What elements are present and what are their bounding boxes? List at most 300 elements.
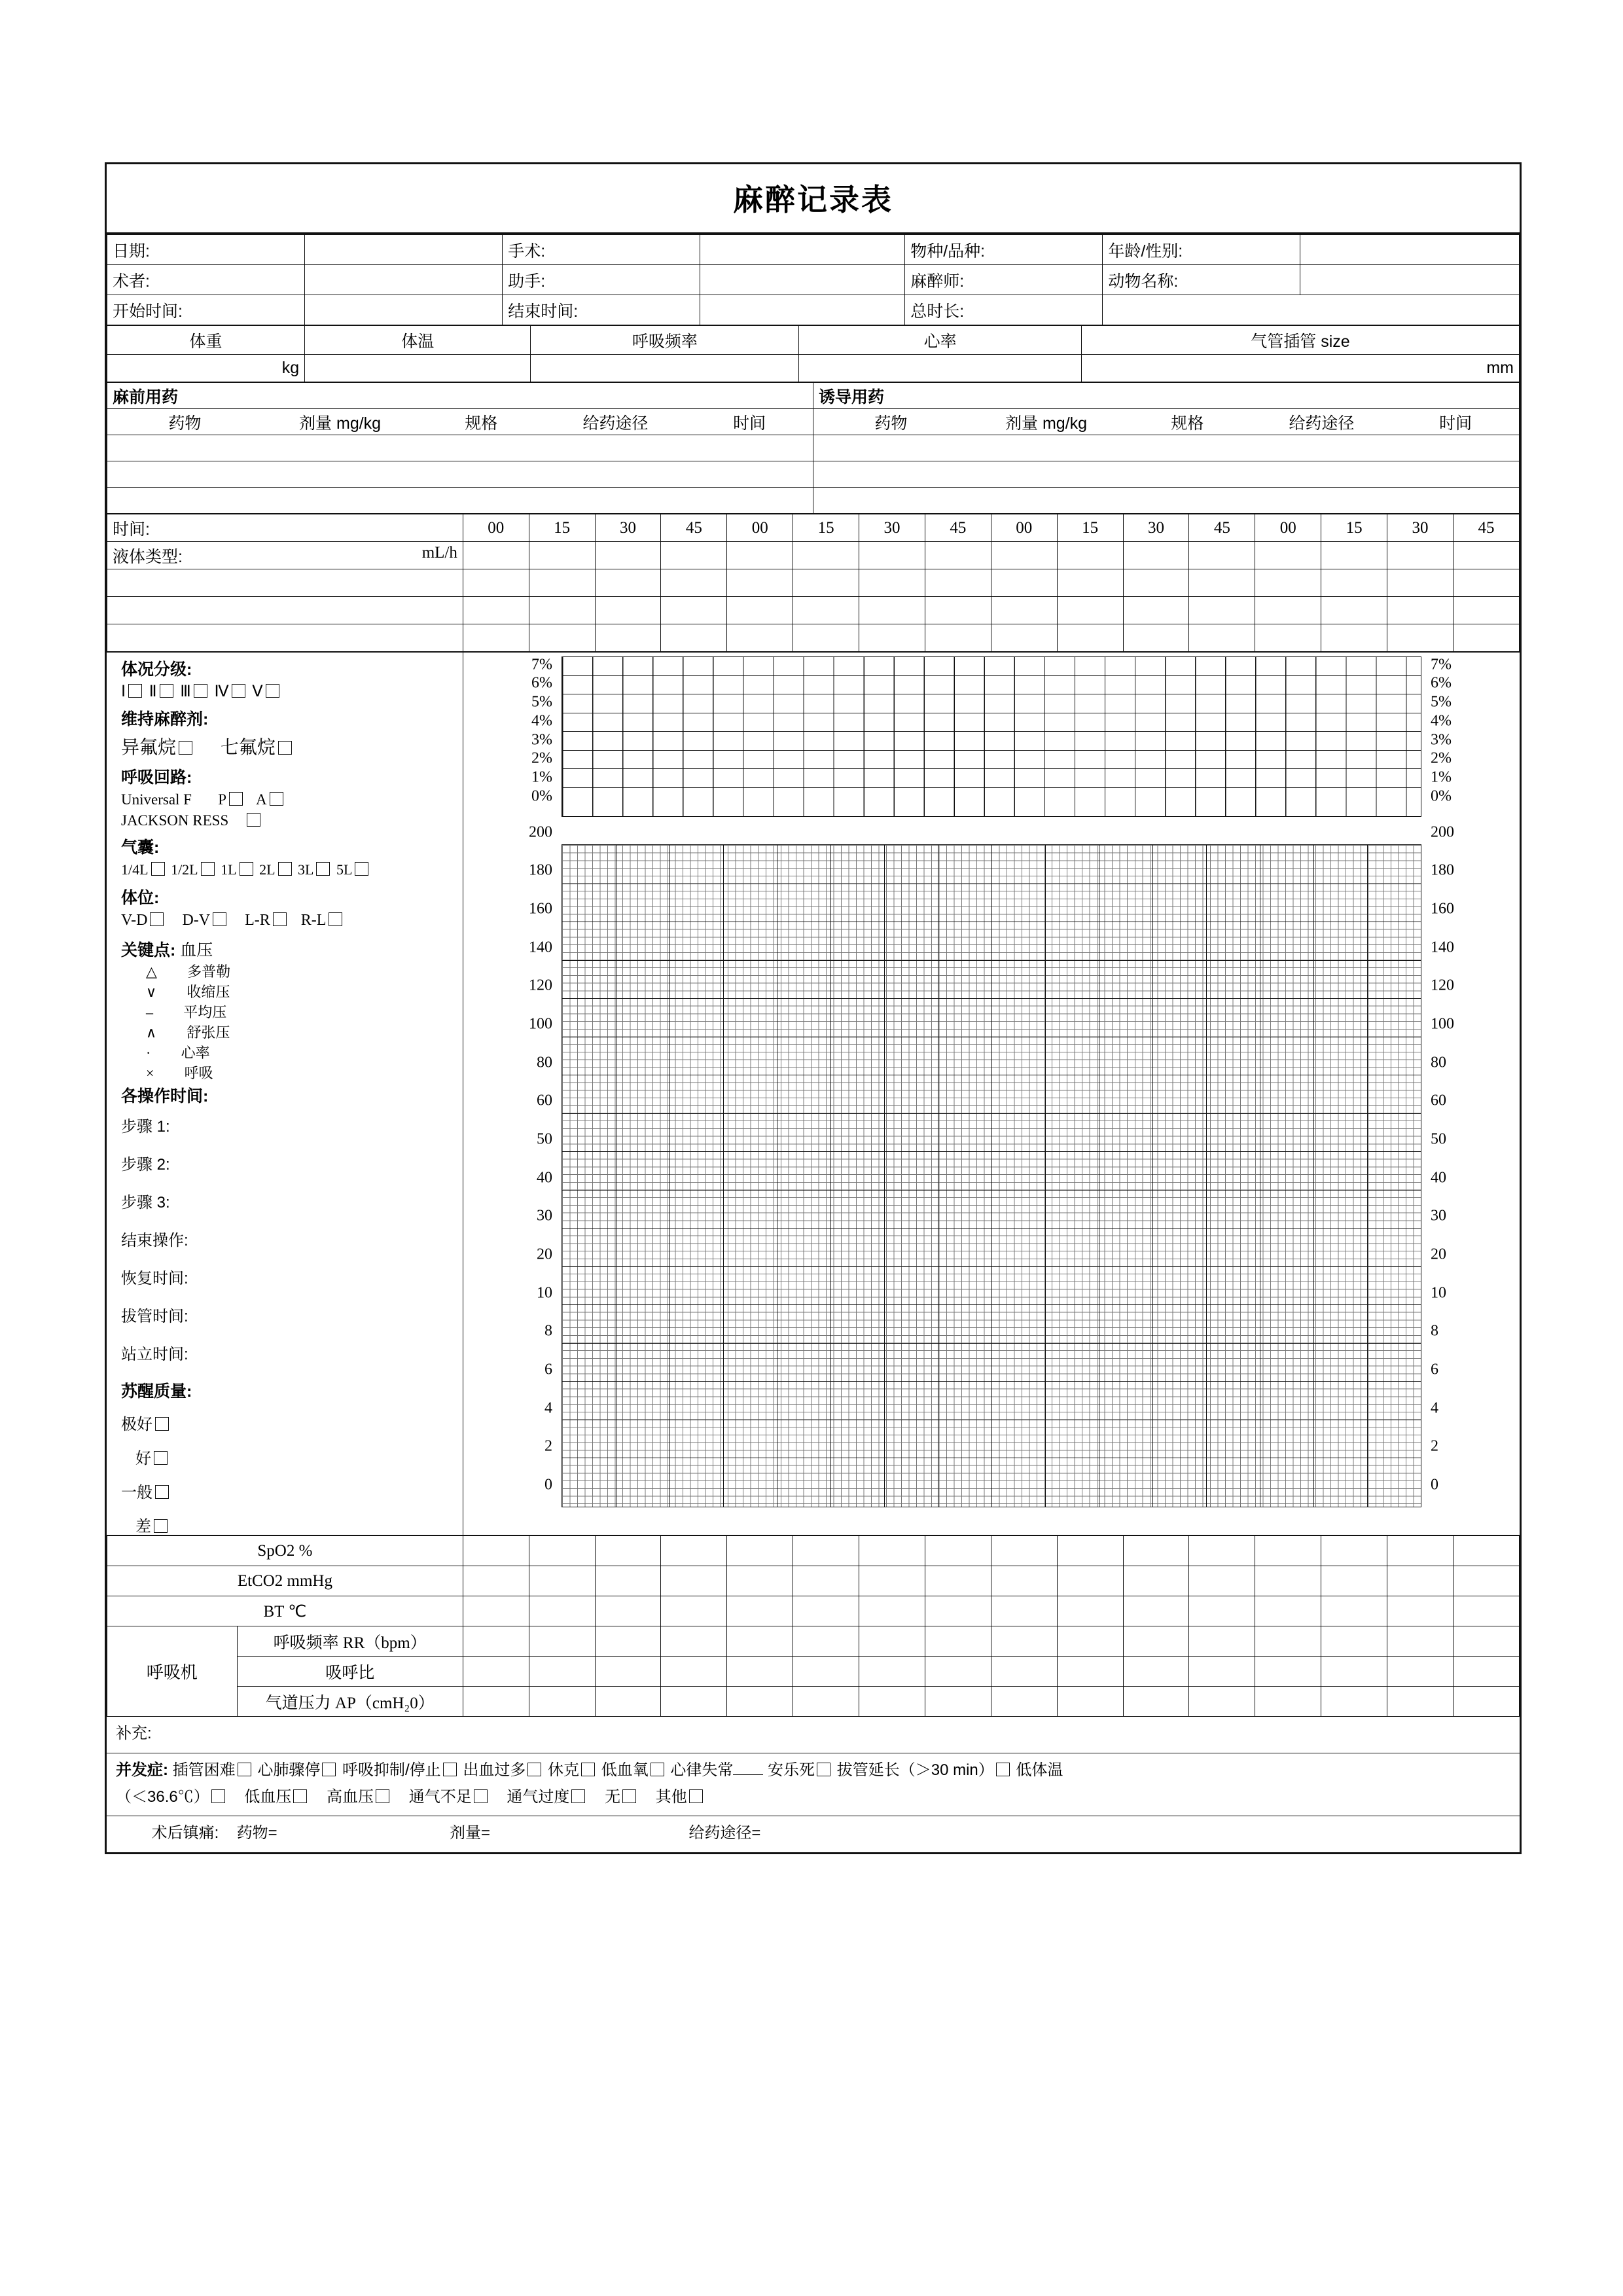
blank-cell[interactable] [1057,597,1123,624]
etco2-cell[interactable] [1321,1566,1387,1596]
circuit-opt-a[interactable]: A [256,791,267,808]
blank-cell[interactable] [463,569,529,597]
complications-line-2[interactable] [116,1784,1513,1811]
position-option-lr[interactable]: L-R [245,912,270,929]
blank-cell[interactable] [727,597,793,624]
blank-cell[interactable] [727,624,793,652]
operation-step-1[interactable]: 步骤 1: [121,1118,170,1136]
bt-cell[interactable] [859,1596,925,1626]
blank-cell[interactable] [1123,624,1189,652]
complication-euthanasia[interactable]: 安乐死 [768,1761,815,1779]
bt-cell[interactable] [1321,1596,1387,1626]
ie-cell[interactable] [1453,1657,1519,1687]
blank-note-cell[interactable] [107,569,463,597]
blank-cell[interactable] [1321,569,1387,597]
recovery-checkbox-poor[interactable] [154,1519,168,1533]
bag-option-half[interactable]: 1/2L [171,861,198,878]
rr-cell[interactable] [1387,1626,1454,1657]
complication-arrhythmia-blank[interactable] [733,1774,763,1775]
vitals-value-heart-rate[interactable] [799,355,1082,382]
ap-cell[interactable] [1387,1687,1454,1717]
ap-cell[interactable] [991,1687,1057,1717]
complication-prolonged-extubation[interactable]: 拔管延长（＞30 min） [836,1761,994,1779]
etco2-cell[interactable] [595,1566,661,1596]
table-row[interactable] [107,435,1520,461]
premed-entry-row[interactable] [107,435,813,461]
spo2-cell[interactable] [727,1536,793,1566]
field-value-surgeon[interactable] [305,265,503,295]
spo2-cell[interactable] [463,1536,529,1566]
blank-cell[interactable] [793,624,859,652]
postop-dose-field[interactable]: 剂量= [450,1824,491,1842]
premed-entry-row[interactable] [107,461,813,488]
spo2-cell[interactable] [595,1536,661,1566]
bag-checkbox-half[interactable] [201,862,215,876]
fluid-cell[interactable] [991,542,1057,569]
maint-option-sevoflurane[interactable]: 七氟烷 [220,737,276,757]
blank-cell[interactable] [1057,624,1123,652]
fluid-cell[interactable] [529,542,595,569]
rr-cell[interactable] [1255,1626,1321,1657]
field-value-assistant[interactable] [700,265,905,295]
complication-checkbox-other[interactable] [689,1789,703,1803]
blank-cell[interactable] [661,569,727,597]
rr-cell[interactable] [1453,1626,1519,1657]
rr-cell[interactable] [1123,1626,1189,1657]
complication-other[interactable]: 其他 [655,1787,687,1806]
etco2-cell[interactable] [1255,1566,1321,1596]
complication-intubation-difficulty[interactable]: 插管困难 [172,1761,236,1779]
rr-cell[interactable] [463,1626,529,1657]
induction-entry-row[interactable] [813,461,1519,488]
fluid-cell[interactable] [793,542,859,569]
fluid-cell[interactable] [1255,542,1321,569]
gas-grid-row[interactable] [562,676,1421,695]
blank-cell[interactable] [529,624,595,652]
etco2-cell[interactable] [793,1566,859,1596]
fluid-cell[interactable] [463,542,529,569]
bag-option-3l[interactable]: 3L [298,861,314,878]
complication-hemorrhage[interactable]: 出血过多 [463,1761,526,1779]
gas-grid-row[interactable] [562,713,1421,732]
complication-checkbox-hypertension[interactable] [376,1789,389,1803]
ap-cell[interactable] [1453,1687,1519,1717]
recovery-checkbox-good[interactable] [154,1451,168,1465]
circuit-checkbox-a[interactable] [270,792,283,806]
vitals-value-ett-size[interactable]: mm [1081,355,1519,382]
fluid-cell[interactable] [1321,542,1387,569]
blank-cell[interactable] [1453,569,1519,597]
asa-checkbox-5[interactable] [266,684,279,698]
complications-line-1[interactable] [116,1757,1513,1784]
ie-cell[interactable] [529,1657,595,1687]
fluid-type-cell[interactable] [107,542,463,569]
ie-cell[interactable] [1321,1657,1387,1687]
fluid-cell[interactable] [1123,542,1189,569]
bt-cell[interactable] [925,1596,991,1626]
blank-cell[interactable] [1387,624,1454,652]
ie-cell[interactable] [595,1657,661,1687]
fluid-cell[interactable] [1057,542,1123,569]
complication-checkbox-shock[interactable] [581,1763,595,1776]
complication-cardiac-arrest[interactable]: 心肺骤停 [257,1761,321,1779]
blank-cell[interactable] [859,569,925,597]
bt-cell[interactable] [595,1596,661,1626]
ie-cell[interactable] [661,1657,727,1687]
bag-checkbox-quarter[interactable] [151,862,165,876]
blank-cell[interactable] [595,597,661,624]
gas-grid-row[interactable] [562,732,1421,751]
complication-none[interactable]: 无 [605,1787,621,1806]
fluid-cell[interactable] [1453,542,1519,569]
bt-cell[interactable] [793,1596,859,1626]
complication-checkbox-hypoxemia[interactable] [651,1763,664,1776]
rr-cell[interactable] [1321,1626,1387,1657]
blank-cell[interactable] [925,569,991,597]
operation-recovery-time[interactable]: 恢复时间: [121,1270,188,1287]
bag-option-2l[interactable]: 2L [259,861,276,878]
complication-checkbox-hyperventilation[interactable] [571,1789,585,1803]
gas-grid-row[interactable] [562,769,1421,788]
blank-note-cell[interactable] [107,597,463,624]
recovery-option-fair[interactable] [121,1485,463,1501]
rr-cell[interactable] [793,1626,859,1657]
fluid-cell[interactable] [661,542,727,569]
ap-cell[interactable] [859,1687,925,1717]
blank-cell[interactable] [1123,569,1189,597]
supplement-row[interactable] [116,1721,1513,1748]
ie-cell[interactable] [1189,1657,1255,1687]
ie-cell[interactable] [463,1657,529,1687]
complication-resp-depression[interactable]: 呼吸抑制/停止 [342,1761,441,1779]
circuit-line-universal-f[interactable] [121,792,463,807]
rr-cell[interactable] [925,1626,991,1657]
complication-hyperventilation[interactable]: 通气过度 [507,1787,570,1806]
complication-checkbox-hemorrhage[interactable] [527,1763,541,1776]
fluid-cell[interactable] [925,542,991,569]
circuit-checkbox-p[interactable] [229,792,243,806]
blank-cell[interactable] [925,597,991,624]
bt-cell[interactable] [1189,1596,1255,1626]
rr-cell[interactable] [727,1626,793,1657]
spo2-cell[interactable] [991,1536,1057,1566]
circuit-opt-p[interactable]: P [218,791,227,808]
spo2-cell[interactable] [1453,1536,1519,1566]
complication-checkbox-resp-depression[interactable] [443,1763,457,1776]
rr-cell[interactable] [1189,1626,1255,1657]
asa-option-2[interactable]: Ⅱ [149,683,157,700]
etco2-cell[interactable] [1189,1566,1255,1596]
ap-cell[interactable] [1321,1687,1387,1717]
blank-cell[interactable] [1057,569,1123,597]
operation-end[interactable]: 结束操作: [121,1232,188,1249]
ap-cell[interactable] [1123,1687,1189,1717]
bag-option-quarter[interactable]: 1/4L [121,861,149,878]
blank-cell[interactable] [1255,597,1321,624]
fluid-cell[interactable] [1189,542,1255,569]
position-option-vd[interactable]: V-D [121,912,148,929]
position-checkbox-rl[interactable] [329,912,342,926]
ap-cell[interactable] [727,1687,793,1717]
complication-hypertension[interactable]: 高血压 [327,1787,374,1806]
blank-note-cell[interactable] [107,624,463,652]
asa-options[interactable] [121,684,463,700]
complication-arrhythmia[interactable]: 心律失常 [670,1761,734,1779]
bt-cell[interactable] [463,1596,529,1626]
operation-extubation-time[interactable]: 拔管时间: [121,1308,188,1325]
blank-cell[interactable] [991,597,1057,624]
complication-checkbox-hypotension[interactable] [293,1789,307,1803]
ap-cell[interactable] [793,1687,859,1717]
rr-cell[interactable] [991,1626,1057,1657]
table-row[interactable] [107,461,1520,488]
blank-cell[interactable] [1255,569,1321,597]
blank-cell[interactable] [1123,597,1189,624]
spo2-cell[interactable] [1123,1536,1189,1566]
etco2-cell[interactable] [1453,1566,1519,1596]
complication-hypothermia[interactable]: 低体温 [1016,1761,1063,1779]
field-value-end-time[interactable] [700,295,905,325]
complication-checkbox-hypothermia[interactable] [211,1789,225,1803]
vitals-value-resp-rate[interactable] [531,355,799,382]
rr-cell[interactable] [859,1626,925,1657]
complication-hypoventilation[interactable]: 通气不足 [408,1787,472,1806]
induction-entry-row[interactable] [813,435,1519,461]
position-checkbox-lr[interactable] [273,912,287,926]
spo2-cell[interactable] [529,1536,595,1566]
rr-cell[interactable] [1057,1626,1123,1657]
bt-cell[interactable] [1123,1596,1189,1626]
gas-grid-row[interactable] [562,694,1421,713]
blank-cell[interactable] [1189,597,1255,624]
ap-cell[interactable] [1189,1687,1255,1717]
position-option-rl[interactable]: R-L [300,912,327,929]
blank-cell[interactable] [661,597,727,624]
maint-checkbox-isoflurane[interactable] [179,741,192,755]
field-value-start-time[interactable] [305,295,503,325]
ie-cell[interactable] [859,1657,925,1687]
circuit-checkbox-jackson-rees[interactable] [247,813,260,827]
field-value-age-sex[interactable] [1300,235,1520,265]
operation-standing-time[interactable]: 站立时间: [121,1346,188,1363]
chart-plot-area[interactable] [562,653,1421,1535]
blank-cell[interactable] [1387,597,1454,624]
spo2-cell[interactable] [1189,1536,1255,1566]
asa-option-1[interactable]: Ⅰ [121,683,126,700]
premed-entry-row[interactable] [107,488,813,514]
vitals-value-weight[interactable]: kg [107,355,305,382]
recovery-checkbox-excellent[interactable] [155,1417,169,1431]
complication-hypotension[interactable]: 低血压 [244,1787,292,1806]
complication-checkbox-hypoventilation[interactable] [474,1789,488,1803]
complication-hypoxemia[interactable]: 低血氧 [601,1761,649,1779]
blank-cell[interactable] [793,569,859,597]
etco2-cell[interactable] [661,1566,727,1596]
spo2-cell[interactable] [1255,1536,1321,1566]
ap-cell[interactable] [529,1687,595,1717]
recovery-checkbox-fair[interactable] [155,1485,169,1499]
ie-cell[interactable] [727,1657,793,1687]
ap-cell[interactable] [661,1687,727,1717]
etco2-cell[interactable] [991,1566,1057,1596]
spo2-cell[interactable] [925,1536,991,1566]
bt-cell[interactable] [1255,1596,1321,1626]
blank-cell[interactable] [925,624,991,652]
asa-option-4[interactable]: Ⅳ [214,683,229,700]
blank-cell[interactable] [991,624,1057,652]
recovery-option-good[interactable] [135,1451,463,1467]
postop-analgesia-row[interactable] [116,1820,1513,1847]
maint-checkbox-sevoflurane[interactable] [278,741,292,755]
spo2-cell[interactable] [1321,1536,1387,1566]
asa-checkbox-3[interactable] [194,684,207,698]
ie-cell[interactable] [1387,1657,1454,1687]
rr-cell[interactable] [595,1626,661,1657]
bt-cell[interactable] [991,1596,1057,1626]
rr-cell[interactable] [529,1626,595,1657]
ap-cell[interactable] [463,1687,529,1717]
table-row[interactable] [107,624,1520,652]
postop-route-field[interactable]: 给药途径= [688,1824,761,1842]
etco2-cell[interactable] [727,1566,793,1596]
field-value-surgery[interactable] [700,235,905,265]
bag-checkbox-5l[interactable] [355,862,368,876]
fluid-cell[interactable] [727,542,793,569]
bag-checkbox-2l[interactable] [278,862,292,876]
maint-option-isoflurane[interactable]: 异氟烷 [121,737,177,757]
spo2-cell[interactable] [1057,1536,1123,1566]
blank-cell[interactable] [727,569,793,597]
recovery-option-poor[interactable] [135,1519,463,1535]
blank-cell[interactable] [1453,597,1519,624]
table-row[interactable] [107,597,1520,624]
fluid-cell[interactable] [859,542,925,569]
operation-step-2[interactable]: 步骤 2: [121,1156,170,1174]
blank-cell[interactable] [661,624,727,652]
blank-cell[interactable] [1453,624,1519,652]
bt-cell[interactable] [1057,1596,1123,1626]
blank-cell[interactable] [1189,624,1255,652]
blank-cell[interactable] [1189,569,1255,597]
etco2-cell[interactable] [463,1566,529,1596]
bt-cell[interactable] [661,1596,727,1626]
blank-cell[interactable] [595,624,661,652]
spo2-cell[interactable] [859,1536,925,1566]
ie-cell[interactable] [991,1657,1057,1687]
blank-cell[interactable] [1387,569,1454,597]
induction-entry-row[interactable] [813,488,1519,514]
position-checkbox-vd[interactable] [150,912,164,926]
spo2-cell[interactable] [793,1536,859,1566]
position-option-dv[interactable]: D-V [182,912,211,929]
blank-cell[interactable] [529,597,595,624]
complication-checkbox-none[interactable] [622,1789,636,1803]
ap-cell[interactable] [595,1687,661,1717]
blank-cell[interactable] [859,597,925,624]
bt-cell[interactable] [529,1596,595,1626]
blank-cell[interactable] [1321,597,1387,624]
operation-step-3[interactable]: 步骤 3: [121,1194,170,1211]
bt-cell[interactable] [727,1596,793,1626]
bag-option-5l[interactable]: 5L [336,861,353,878]
blank-cell[interactable] [595,569,661,597]
blank-cell[interactable] [463,597,529,624]
vitals-value-temperature[interactable] [305,355,531,382]
etco2-cell[interactable] [859,1566,925,1596]
complication-checkbox-euthanasia[interactable] [817,1763,830,1776]
etco2-cell[interactable] [925,1566,991,1596]
bt-cell[interactable] [1453,1596,1519,1626]
position-checkbox-dv[interactable] [213,912,226,926]
gas-grid-row[interactable] [562,657,1421,676]
blank-cell[interactable] [1255,624,1321,652]
table-row[interactable] [107,569,1520,597]
asa-checkbox-4[interactable] [232,684,245,698]
recovery-option-excellent[interactable] [121,1417,463,1433]
rr-cell[interactable] [661,1626,727,1657]
blank-cell[interactable] [463,624,529,652]
postop-drug-field[interactable]: 药物= [236,1824,277,1842]
etco2-cell[interactable] [1057,1566,1123,1596]
complication-checkbox-prolonged-extubation[interactable] [996,1763,1010,1776]
ie-cell[interactable] [925,1657,991,1687]
blank-cell[interactable] [793,597,859,624]
bp-grid[interactable] [562,844,1421,1507]
circuit-line-jackson-rees[interactable] [121,813,463,828]
ie-cell[interactable] [1057,1657,1123,1687]
ie-cell[interactable] [1123,1657,1189,1687]
spo2-cell[interactable] [1387,1536,1454,1566]
ap-cell[interactable] [1057,1687,1123,1717]
field-value-date[interactable] [305,235,503,265]
bt-cell[interactable] [1387,1596,1454,1626]
asa-checkbox-2[interactable] [160,684,173,698]
bag-checkbox-1l[interactable] [240,862,253,876]
blank-cell[interactable] [1321,624,1387,652]
etco2-cell[interactable] [529,1566,595,1596]
asa-option-5[interactable]: Ⅴ [252,683,263,700]
complication-checkbox-cardiac-arrest[interactable] [322,1763,336,1776]
maintenance-options[interactable] [121,738,463,757]
complication-checkbox-intubation-difficulty[interactable] [238,1763,251,1776]
field-value-total-duration[interactable] [1103,295,1520,325]
position-options[interactable] [121,912,463,928]
bag-option-1l[interactable]: 1L [221,861,237,878]
fluid-cell[interactable] [1387,542,1454,569]
table-row[interactable] [107,488,1520,514]
ap-cell[interactable] [1255,1687,1321,1717]
fluid-cell[interactable] [595,542,661,569]
spo2-cell[interactable] [661,1536,727,1566]
bag-checkbox-3l[interactable] [316,862,330,876]
blank-cell[interactable] [991,569,1057,597]
etco2-cell[interactable] [1387,1566,1454,1596]
blank-cell[interactable] [859,624,925,652]
etco2-cell[interactable] [1123,1566,1189,1596]
field-value-animal-name[interactable] [1300,265,1520,295]
ie-cell[interactable] [1255,1657,1321,1687]
gas-concentration-grid[interactable] [562,656,1421,817]
complication-shock[interactable]: 休克 [548,1761,580,1779]
asa-checkbox-1[interactable] [128,684,142,698]
asa-option-3[interactable]: Ⅲ [180,683,191,700]
ap-cell[interactable] [925,1687,991,1717]
gas-grid-row[interactable] [562,788,1421,807]
gas-grid-row[interactable] [562,751,1421,770]
bag-options[interactable] [121,862,463,877]
ie-cell[interactable] [793,1657,859,1687]
blank-cell[interactable] [529,569,595,597]
